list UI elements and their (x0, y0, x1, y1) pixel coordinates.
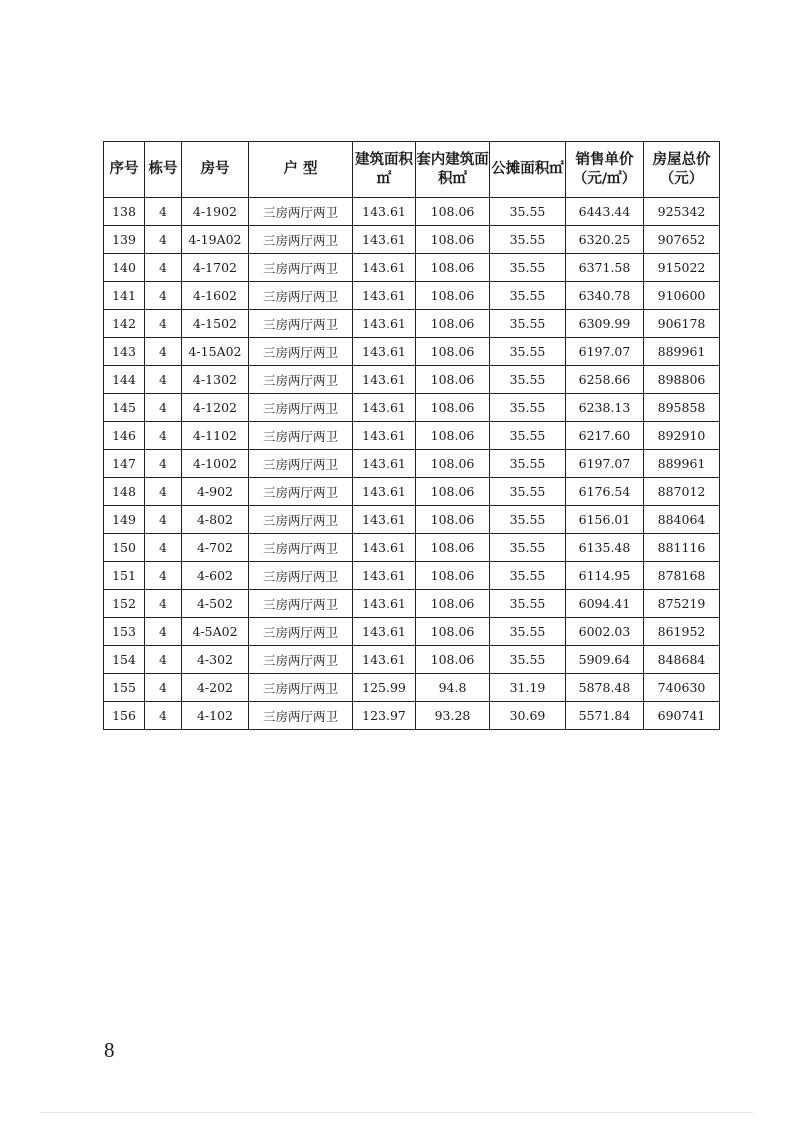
unit-price-cell: 6094.41 (566, 590, 644, 618)
total-price-cell: 892910 (644, 422, 720, 450)
footer-rule (40, 1112, 753, 1113)
unit-price-cell: 6156.01 (566, 506, 644, 534)
floor-area-cell: 143.61 (353, 422, 416, 450)
inner-area-cell: 108.06 (416, 562, 490, 590)
layout-cell: 三房两厅两卫 (249, 198, 353, 226)
room-cell: 4-1302 (182, 366, 249, 394)
floor-area-cell: 143.61 (353, 338, 416, 366)
total-price-cell: 895858 (644, 394, 720, 422)
unit-price-cell: 6309.99 (566, 310, 644, 338)
layout-cell: 三房两厅两卫 (249, 506, 353, 534)
building-cell: 4 (145, 422, 182, 450)
building-cell: 4 (145, 590, 182, 618)
inner-area-cell: 108.06 (416, 338, 490, 366)
total-price-cell: 881116 (644, 534, 720, 562)
inner-area-cell: 108.06 (416, 198, 490, 226)
floor-area-cell: 143.61 (353, 282, 416, 310)
floor-area-cell: 143.61 (353, 646, 416, 674)
shared-area-cell: 35.55 (490, 534, 566, 562)
seq-cell: 149 (104, 506, 145, 534)
seq-cell: 146 (104, 422, 145, 450)
floor-area-cell: 143.61 (353, 198, 416, 226)
building-cell: 4 (145, 282, 182, 310)
total-price-cell: 889961 (644, 450, 720, 478)
floor-area-cell: 143.61 (353, 226, 416, 254)
shared-area-cell: 35.55 (490, 338, 566, 366)
inner-area-cell: 108.06 (416, 478, 490, 506)
floor-area-cell: 143.61 (353, 590, 416, 618)
shared-area-cell: 35.55 (490, 618, 566, 646)
building-header: 栋号 (145, 142, 182, 198)
building-cell: 4 (145, 394, 182, 422)
room-cell: 4-1102 (182, 422, 249, 450)
housing-price-table (103, 141, 720, 730)
unit-price-cell: 6176.54 (566, 478, 644, 506)
layout-cell: 三房两厅两卫 (249, 562, 353, 590)
shared-area-cell: 35.55 (490, 506, 566, 534)
room-cell: 4-702 (182, 534, 249, 562)
unit-price-cell: 6197.07 (566, 338, 644, 366)
table-row (104, 702, 720, 730)
total-price-cell: 884064 (644, 506, 720, 534)
total-price-cell: 887012 (644, 478, 720, 506)
total-price-cell: 861952 (644, 618, 720, 646)
unit-price-cell: 6258.66 (566, 366, 644, 394)
layout-header: 户 型 (249, 142, 353, 198)
building-cell: 4 (145, 618, 182, 646)
inner-area-cell: 108.06 (416, 506, 490, 534)
seq-cell: 156 (104, 702, 145, 730)
layout-cell: 三房两厅两卫 (249, 226, 353, 254)
building-cell: 4 (145, 534, 182, 562)
seq-cell: 151 (104, 562, 145, 590)
unit-price-cell: 6443.44 (566, 198, 644, 226)
room-cell: 4-1902 (182, 198, 249, 226)
layout-cell: 三房两厅两卫 (249, 478, 353, 506)
inner-area-cell: 108.06 (416, 450, 490, 478)
table-row (104, 338, 720, 366)
total-price-cell: 898806 (644, 366, 720, 394)
seq-cell: 138 (104, 198, 145, 226)
room-cell: 4-302 (182, 646, 249, 674)
table-row (104, 366, 720, 394)
room-cell: 4-1202 (182, 394, 249, 422)
inner-area-cell: 108.06 (416, 590, 490, 618)
layout-cell: 三房两厅两卫 (249, 674, 353, 702)
room-cell: 4-1502 (182, 310, 249, 338)
shared-area-cell: 35.55 (490, 646, 566, 674)
room-header: 房号 (182, 142, 249, 198)
room-cell: 4-602 (182, 562, 249, 590)
floor-area-cell: 143.61 (353, 618, 416, 646)
table-row (104, 422, 720, 450)
unit-price-cell: 6371.58 (566, 254, 644, 282)
inner-area-cell: 108.06 (416, 226, 490, 254)
floor-area-cell: 143.61 (353, 478, 416, 506)
building-cell: 4 (145, 338, 182, 366)
floor-area-cell: 143.61 (353, 562, 416, 590)
inner-area-cell: 108.06 (416, 366, 490, 394)
room-cell: 4-15A02 (182, 338, 249, 366)
total-price-cell: 690741 (644, 702, 720, 730)
total-price-cell: 740630 (644, 674, 720, 702)
layout-cell: 三房两厅两卫 (249, 394, 353, 422)
building-cell: 4 (145, 254, 182, 282)
unit-price-cell: 6217.60 (566, 422, 644, 450)
seq-cell: 143 (104, 338, 145, 366)
layout-cell: 三房两厅两卫 (249, 590, 353, 618)
room-cell: 4-5A02 (182, 618, 249, 646)
seq-cell: 154 (104, 646, 145, 674)
table-row (104, 478, 720, 506)
building-cell: 4 (145, 310, 182, 338)
building-cell: 4 (145, 562, 182, 590)
seq-cell: 150 (104, 534, 145, 562)
table-row (104, 254, 720, 282)
total-price-cell: 848684 (644, 646, 720, 674)
unit-price-cell: 5878.48 (566, 674, 644, 702)
shared-area-cell: 35.55 (490, 226, 566, 254)
inner-area-header: 套内建筑面积㎡ (416, 142, 490, 198)
total-price-cell: 907652 (644, 226, 720, 254)
shared-area-cell: 30.69 (490, 702, 566, 730)
shared-area-cell: 35.55 (490, 422, 566, 450)
room-cell: 4-1602 (182, 282, 249, 310)
building-cell: 4 (145, 366, 182, 394)
inner-area-cell: 94.8 (416, 674, 490, 702)
floor-area-cell: 143.61 (353, 310, 416, 338)
layout-cell: 三房两厅两卫 (249, 366, 353, 394)
seq-cell: 148 (104, 478, 145, 506)
table-row (104, 674, 720, 702)
total-price-cell: 925342 (644, 198, 720, 226)
total-price-cell: 875219 (644, 590, 720, 618)
inner-area-cell: 93.28 (416, 702, 490, 730)
table-row (104, 646, 720, 674)
total-price-cell: 915022 (644, 254, 720, 282)
table-row (104, 618, 720, 646)
shared-area-cell: 35.55 (490, 254, 566, 282)
seq-cell: 141 (104, 282, 145, 310)
building-cell: 4 (145, 646, 182, 674)
table-row (104, 310, 720, 338)
seq-cell: 144 (104, 366, 145, 394)
total-price-cell: 906178 (644, 310, 720, 338)
room-cell: 4-802 (182, 506, 249, 534)
shared-area-cell: 35.55 (490, 394, 566, 422)
seq-cell: 153 (104, 618, 145, 646)
table-row (104, 282, 720, 310)
room-cell: 4-902 (182, 478, 249, 506)
room-cell: 4-19A02 (182, 226, 249, 254)
floor-area-cell: 143.61 (353, 394, 416, 422)
seq-cell: 145 (104, 394, 145, 422)
room-cell: 4-1702 (182, 254, 249, 282)
unit-price-cell: 6002.03 (566, 618, 644, 646)
floor-area-cell: 143.61 (353, 254, 416, 282)
building-cell: 4 (145, 450, 182, 478)
seq-header: 序号 (104, 142, 145, 198)
floor-area-cell: 123.97 (353, 702, 416, 730)
building-cell: 4 (145, 506, 182, 534)
total-price-cell: 910600 (644, 282, 720, 310)
shared-area-cell: 35.55 (490, 198, 566, 226)
total-price-header: 房屋总价（元） (644, 142, 720, 198)
table-body (104, 198, 720, 730)
shared-area-cell: 35.55 (490, 282, 566, 310)
seq-cell: 152 (104, 590, 145, 618)
table-header-row (104, 142, 720, 198)
table-row (104, 394, 720, 422)
layout-cell: 三房两厅两卫 (249, 422, 353, 450)
table-row (104, 506, 720, 534)
floor-area-cell: 143.61 (353, 366, 416, 394)
layout-cell: 三房两厅两卫 (249, 338, 353, 366)
unit-price-cell: 5571.84 (566, 702, 644, 730)
building-cell: 4 (145, 226, 182, 254)
room-cell: 4-202 (182, 674, 249, 702)
inner-area-cell: 108.06 (416, 422, 490, 450)
shared-area-cell: 35.55 (490, 450, 566, 478)
unit-price-cell: 6114.95 (566, 562, 644, 590)
layout-cell: 三房两厅两卫 (249, 282, 353, 310)
table-row (104, 198, 720, 226)
room-cell: 4-102 (182, 702, 249, 730)
inner-area-cell: 108.06 (416, 618, 490, 646)
shared-area-cell: 35.55 (490, 366, 566, 394)
unit-price-cell: 6320.25 (566, 226, 644, 254)
building-cell: 4 (145, 674, 182, 702)
seq-cell: 142 (104, 310, 145, 338)
layout-cell: 三房两厅两卫 (249, 310, 353, 338)
shared-area-cell: 35.55 (490, 478, 566, 506)
total-price-cell: 878168 (644, 562, 720, 590)
shared-area-cell: 35.55 (490, 310, 566, 338)
floor-area-cell: 143.61 (353, 534, 416, 562)
floor-area-cell: 143.61 (353, 450, 416, 478)
table-row (104, 226, 720, 254)
table-row (104, 534, 720, 562)
shared-area-cell: 35.55 (490, 590, 566, 618)
unit-price-cell: 6238.13 (566, 394, 644, 422)
building-cell: 4 (145, 198, 182, 226)
layout-cell: 三房两厅两卫 (249, 254, 353, 282)
inner-area-cell: 108.06 (416, 646, 490, 674)
inner-area-cell: 108.06 (416, 254, 490, 282)
unit-price-cell: 5909.64 (566, 646, 644, 674)
layout-cell: 三房两厅两卫 (249, 702, 353, 730)
inner-area-cell: 108.06 (416, 534, 490, 562)
shared-area-cell: 35.55 (490, 562, 566, 590)
layout-cell: 三房两厅两卫 (249, 646, 353, 674)
building-cell: 4 (145, 702, 182, 730)
unit-price-header: 销售单价（元/㎡） (566, 142, 644, 198)
seq-cell: 147 (104, 450, 145, 478)
layout-cell: 三房两厅两卫 (249, 450, 353, 478)
inner-area-cell: 108.06 (416, 282, 490, 310)
total-price-cell: 889961 (644, 338, 720, 366)
building-cell: 4 (145, 478, 182, 506)
shared-area-cell: 31.19 (490, 674, 566, 702)
seq-cell: 139 (104, 226, 145, 254)
room-cell: 4-1002 (182, 450, 249, 478)
floor-area-cell: 125.99 (353, 674, 416, 702)
table-row (104, 562, 720, 590)
shared-area-header: 公摊面积㎡ (490, 142, 566, 198)
unit-price-cell: 6340.78 (566, 282, 644, 310)
floor-area-cell: 143.61 (353, 506, 416, 534)
table-row (104, 590, 720, 618)
layout-cell: 三房两厅两卫 (249, 534, 353, 562)
seq-cell: 155 (104, 674, 145, 702)
inner-area-cell: 108.06 (416, 310, 490, 338)
layout-cell: 三房两厅两卫 (249, 618, 353, 646)
unit-price-cell: 6197.07 (566, 450, 644, 478)
unit-price-cell: 6135.48 (566, 534, 644, 562)
table-row (104, 450, 720, 478)
floor-area-header: 建筑面积㎡ (353, 142, 416, 198)
seq-cell: 140 (104, 254, 145, 282)
page-number: 8 (104, 1038, 115, 1062)
inner-area-cell: 108.06 (416, 394, 490, 422)
room-cell: 4-502 (182, 590, 249, 618)
